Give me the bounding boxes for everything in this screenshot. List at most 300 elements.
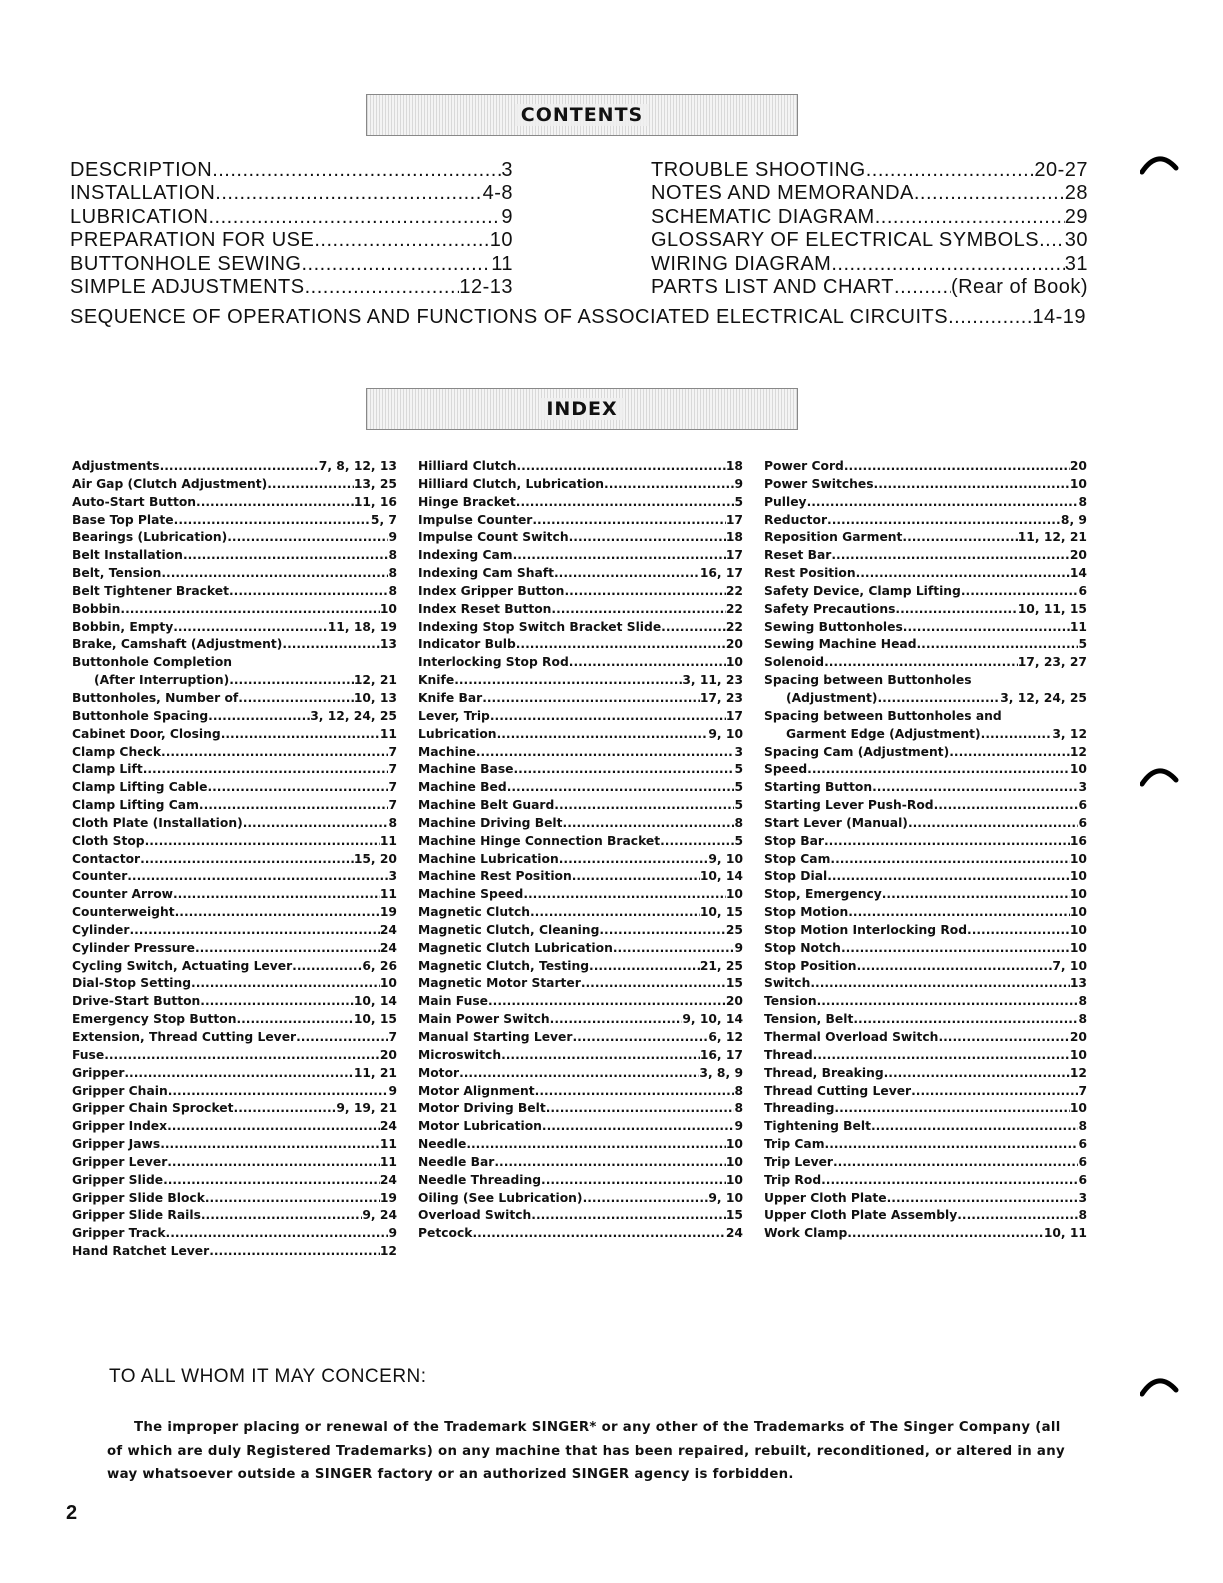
- index-entry: [72, 851, 397, 869]
- index-entry-label: Stop Position: [764, 958, 857, 973]
- dot-leader: [572, 1029, 708, 1047]
- dot-leader: [917, 636, 1079, 654]
- index-entry-label: Machine Hinge Connection Bracket: [418, 833, 661, 848]
- contents-entry-page: 10: [489, 229, 513, 252]
- index-entry-page: 20: [725, 637, 743, 652]
- index-entry-label: Counterweight: [72, 905, 175, 920]
- index-entry: [764, 833, 1087, 851]
- index-entry: [764, 1207, 1087, 1225]
- contents-entry-label: GLOSSARY OF ELECTRICAL SYMBOLS: [651, 229, 1040, 252]
- dot-leader: [908, 815, 1079, 833]
- index-entry-page: 20: [1069, 548, 1087, 563]
- notice-body: [107, 1416, 1067, 1487]
- index-entry: [418, 779, 743, 797]
- index-column-2: [418, 458, 743, 1243]
- index-entry: [764, 904, 1087, 922]
- dot-leader: [104, 1047, 380, 1065]
- index-entry: [418, 1190, 743, 1208]
- dot-leader: [550, 1011, 683, 1029]
- dot-leader: [196, 494, 354, 512]
- index-entry-label: Cycling Switch, Actuating Lever: [72, 958, 293, 973]
- dot-leader: [516, 494, 735, 512]
- index-entry: [418, 958, 743, 976]
- dot-leader: [589, 958, 700, 976]
- dot-leader: [513, 547, 726, 565]
- dot-leader: [145, 833, 380, 851]
- contents-entry-label: PARTS LIST AND CHART: [651, 275, 895, 298]
- index-entry-page: 6, 12: [708, 1030, 743, 1044]
- index-entry-page: 8: [388, 583, 397, 598]
- dot-leader: [563, 815, 735, 833]
- index-entry-page: 8: [734, 1101, 743, 1116]
- dot-leader: [569, 529, 726, 547]
- index-entry: [418, 1047, 743, 1065]
- dot-leader: [173, 886, 380, 904]
- index-entry-page: 11, 18, 19: [327, 619, 397, 634]
- index-entry: [418, 922, 743, 940]
- contents-entry-label: TROUBLE SHOOTING: [651, 159, 866, 181]
- index-entry-label: Gripper Chain: [72, 1083, 168, 1098]
- index-entry-label: Starting Lever Push-Rod: [764, 798, 934, 813]
- dot-leader: [243, 815, 389, 833]
- index-entry: [418, 886, 743, 904]
- dot-leader: [817, 993, 1079, 1011]
- index-entry-label: Gripper: [72, 1065, 125, 1080]
- index-entry: [764, 886, 1087, 904]
- index-entry-page: 9, 10: [708, 851, 743, 866]
- index-column-3: [764, 458, 1087, 1243]
- dot-leader: [208, 206, 501, 229]
- index-entry-page: 9, 19, 21: [336, 1101, 397, 1116]
- dot-leader: [166, 1225, 389, 1243]
- index-entry-page: 7: [388, 780, 397, 795]
- index-entry-label: Motor Alignment: [418, 1083, 535, 1098]
- index-entry-label: Stop Dial: [764, 869, 828, 884]
- index-entry: [72, 815, 397, 833]
- index-entry: [72, 565, 397, 583]
- dot-leader: [604, 476, 734, 494]
- index-entry-page: 8: [1078, 1119, 1087, 1134]
- contents-banner: [366, 94, 798, 136]
- index-entry-label: Gripper Slide: [72, 1172, 164, 1187]
- index-entry-label: Tension: [764, 994, 817, 1009]
- index-entry: [418, 1100, 743, 1118]
- index-entry-page: 3, 12, 24, 25: [1000, 690, 1087, 705]
- index-entry-label: Thread, Breaking: [764, 1065, 884, 1080]
- dot-leader: [476, 744, 735, 762]
- index-entry-label: Clamp Lift: [72, 762, 143, 777]
- index-entry-label: Counter Arrow: [72, 887, 173, 902]
- dot-leader: [613, 940, 735, 958]
- index-entry-page: 6: [1078, 1137, 1087, 1152]
- index-entry-label: Gripper Lever: [72, 1154, 168, 1169]
- dot-leader: [167, 1118, 380, 1136]
- dot-leader: [472, 1225, 725, 1243]
- index-entry-page: 10: [1069, 905, 1087, 920]
- index-entry: [418, 1207, 743, 1225]
- index-entry-label: Rest Position: [764, 566, 856, 581]
- index-entry-page: 12: [1069, 1065, 1087, 1080]
- index-entry: [764, 1225, 1087, 1243]
- index-entry-page: 24: [379, 1119, 397, 1134]
- index-entry: [418, 1136, 743, 1154]
- index-entry-page: 8: [1078, 994, 1087, 1009]
- dot-leader: [871, 1118, 1078, 1136]
- index-entry-page: 8: [734, 815, 743, 830]
- index-entry: [764, 565, 1087, 583]
- index-entry: [418, 654, 743, 672]
- dot-leader: [967, 922, 1070, 940]
- dot-leader: [831, 547, 1070, 565]
- dot-leader: [305, 276, 460, 299]
- contents-entry: [70, 276, 513, 299]
- dot-leader: [878, 690, 1001, 708]
- index-entry: [764, 1190, 1087, 1208]
- dot-leader: [209, 1243, 380, 1261]
- index-entry: [418, 583, 743, 601]
- index-entry: [764, 868, 1087, 886]
- index-entry-label: Emergency Stop Button: [72, 1012, 237, 1027]
- index-entry-page: 9: [388, 1083, 397, 1098]
- index-entry: [72, 958, 397, 976]
- dot-leader: [238, 690, 354, 708]
- index-entry-page: 20: [1069, 1030, 1087, 1044]
- contents-entry: [70, 182, 513, 205]
- index-entry-page: 8: [1078, 494, 1087, 509]
- index-entry: [72, 672, 397, 690]
- dot-leader: [599, 922, 726, 940]
- index-entry-label: Clamp Lifting Cam: [72, 798, 199, 813]
- index-entry: [418, 851, 743, 869]
- dot-leader: [841, 940, 1070, 958]
- index-entry-page: 17: [725, 708, 743, 723]
- index-entry-label: Power Switches: [764, 476, 874, 491]
- index-entry-page: 15, 20: [353, 851, 397, 866]
- index-entry-page: 10: [1069, 1101, 1087, 1116]
- index-entry-label: Power Cord: [764, 459, 844, 473]
- index-entry-page: 9: [388, 530, 397, 545]
- dot-leader: [827, 512, 1061, 530]
- dot-leader: [857, 958, 1053, 976]
- dot-leader: [559, 851, 709, 869]
- index-entry-page: 24: [379, 922, 397, 937]
- index-entry: [418, 904, 743, 922]
- index-entry-label: Pulley: [764, 494, 807, 509]
- index-entry: [764, 601, 1087, 619]
- index-entry-label: Lubrication: [418, 726, 497, 741]
- index-entry-page: 10: [379, 601, 397, 616]
- index-entry-page: 10: [1069, 887, 1087, 902]
- index-entry-label: Gripper Slide Rails: [72, 1208, 201, 1223]
- index-entry: [764, 975, 1087, 993]
- index-entry: [764, 583, 1087, 601]
- index-entry-page: 12: [379, 1244, 397, 1259]
- index-entry-page: 9, 10, 14: [682, 1012, 743, 1027]
- index-entry-page: 7, 10: [1052, 958, 1087, 973]
- index-entry-page: 11: [379, 1154, 397, 1169]
- index-entry-page: 8: [388, 815, 397, 830]
- index-entry: [764, 619, 1087, 637]
- index-entry: [418, 458, 743, 476]
- dot-leader: [127, 868, 388, 886]
- index-entry-label: Brake, Camshaft (Adjustment): [72, 637, 283, 652]
- dot-leader: [887, 1190, 1079, 1208]
- dot-leader: [961, 583, 1079, 601]
- index-entry-label: Machine Lubrication: [418, 851, 559, 866]
- index-entry: [72, 708, 397, 726]
- index-entry: [72, 529, 397, 547]
- index-entry-label: Stop Notch: [764, 940, 841, 955]
- index-entry: [72, 1136, 397, 1154]
- index-entry-page: 24: [379, 1172, 397, 1187]
- index-entry: [418, 494, 743, 512]
- index-entry: [72, 1100, 397, 1118]
- index-entry: [72, 494, 397, 512]
- contents-list-full-width: [70, 306, 1086, 329]
- index-entry-page: 24: [379, 940, 397, 955]
- index-entry: [72, 1011, 397, 1029]
- index-entry-page: 9: [388, 1226, 397, 1241]
- contents-entry-page: (Rear of Book): [950, 275, 1088, 298]
- index-entry: [418, 1225, 743, 1243]
- contents-entry-page: 31: [1064, 252, 1088, 275]
- index-entry-label: Fuse: [72, 1047, 105, 1062]
- dot-leader: [583, 1190, 709, 1208]
- index-entry: [764, 636, 1087, 654]
- index-entry: [72, 744, 397, 762]
- index-entry-label: Machine Bed: [418, 780, 507, 795]
- dot-leader: [466, 1136, 726, 1154]
- index-entry-page: 6: [1078, 798, 1087, 813]
- index-entry-label: Cylinder Pressure: [72, 940, 195, 955]
- dot-leader: [173, 619, 327, 637]
- index-entry-label: Gripper Jaws: [72, 1137, 161, 1152]
- index-entry-page: 11, 12, 21: [1017, 530, 1087, 545]
- index-entry-label: Switch: [764, 976, 811, 991]
- index-entry-page: 20: [725, 994, 743, 1009]
- index-banner: [366, 388, 798, 430]
- dot-leader: [292, 958, 362, 976]
- contents-entry: [651, 276, 1088, 299]
- index-entry-label: Hilliard Clutch, Lubrication: [418, 476, 605, 491]
- dot-leader: [516, 636, 726, 654]
- index-entry-page: 9, 10: [708, 1190, 743, 1205]
- index-entry: [418, 726, 743, 744]
- dot-leader: [847, 1225, 1044, 1243]
- index-entry: [72, 690, 397, 708]
- index-entry-page: 8: [388, 566, 397, 581]
- index-entry-page: 22: [725, 601, 743, 616]
- index-entry: [418, 1083, 743, 1101]
- index-entry-page: 8: [1078, 1012, 1087, 1027]
- dot-leader: [160, 1136, 380, 1154]
- index-entry-label: Extension, Thread Cutting Lever: [72, 1030, 297, 1044]
- index-entry-page: 3: [734, 744, 743, 759]
- dot-leader: [1039, 229, 1065, 252]
- index-entry-label: Spacing between Buttonholes: [764, 673, 972, 688]
- index-entry-page: 21, 25: [699, 958, 743, 973]
- index-entry: [418, 797, 743, 815]
- index-entry-label: Spacing Cam (Adjustment): [764, 744, 950, 759]
- index-entry-page: 11, 21: [353, 1065, 397, 1080]
- index-entry-label: Manual Starting Lever: [418, 1030, 573, 1044]
- index-heading: INDEX: [540, 398, 623, 420]
- dot-leader: [215, 182, 482, 205]
- dot-leader: [894, 276, 951, 299]
- dot-leader: [120, 601, 379, 619]
- index-entry-label: Trip Rod: [764, 1172, 822, 1187]
- contents-entry: [651, 206, 1088, 229]
- index-entry: [418, 993, 743, 1011]
- index-entry-page: 13: [379, 637, 397, 652]
- index-entry-page: 5, 7: [370, 512, 397, 527]
- dot-leader: [229, 583, 388, 601]
- index-entry-page: 10: [1069, 940, 1087, 955]
- index-entry: [72, 1047, 397, 1065]
- index-entry-label: Index Reset Button: [418, 601, 552, 616]
- index-entry-label: Magnetic Clutch: [418, 905, 531, 920]
- contents-entry-page: 29: [1064, 205, 1088, 228]
- dot-leader: [807, 761, 1070, 779]
- index-entry-label: Hand Ratchet Lever: [72, 1244, 210, 1259]
- dot-leader: [554, 565, 700, 583]
- dot-leader: [884, 1065, 1070, 1083]
- index-entry-label: Belt Installation: [72, 548, 183, 563]
- index-entry-label: Starting Button: [764, 780, 873, 795]
- dot-leader: [454, 672, 682, 690]
- index-entry-label: Upper Cloth Plate Assembly: [764, 1208, 958, 1223]
- index-entry: [764, 1118, 1087, 1136]
- contents-heading: CONTENTS: [515, 104, 649, 126]
- index-entry-page: 20: [1069, 459, 1087, 473]
- index-entry: [72, 601, 397, 619]
- index-entry-label: Spacing between Buttonholes and: [764, 708, 1002, 723]
- index-entry: [764, 654, 1087, 672]
- dot-leader: [490, 708, 726, 726]
- index-entry-page: 6, 26: [362, 958, 397, 973]
- index-entry-label: Machine Belt Guard: [418, 798, 555, 813]
- dot-leader: [948, 306, 1032, 329]
- index-entry: [418, 1154, 743, 1172]
- dot-leader: [827, 868, 1070, 886]
- index-entry-page: 11: [379, 887, 397, 902]
- index-entry-page: 7: [388, 798, 397, 813]
- index-entry-page: 9: [734, 940, 743, 955]
- index-entry-label: Machine Base: [418, 762, 514, 777]
- index-entry-label: Thermal Overload Switch: [764, 1030, 939, 1044]
- index-entry: [418, 547, 743, 565]
- index-entry: [72, 940, 397, 958]
- dot-leader: [535, 1083, 735, 1101]
- dot-leader: [902, 529, 1017, 547]
- index-entry-label: Machine Speed: [418, 887, 524, 902]
- index-entry-page: 9: [734, 1119, 743, 1134]
- contents-entry-label: INSTALLATION: [70, 182, 216, 205]
- index-entry-page: 11: [379, 1137, 397, 1152]
- index-entry-page: 16, 17: [699, 566, 743, 581]
- contents-entry-label: SCHEMATIC DIAGRAM: [651, 205, 875, 228]
- index-entry: [764, 1172, 1087, 1190]
- index-entry-page: 7, 8, 12, 13: [318, 459, 397, 473]
- index-entry-page: 16, 17: [699, 1047, 743, 1062]
- dot-leader: [661, 619, 726, 637]
- index-entry: [764, 958, 1087, 976]
- index-entry: [418, 512, 743, 530]
- dot-leader: [161, 744, 388, 762]
- index-entry-page: 10, 14: [353, 994, 397, 1009]
- index-entry-label: Stop Motion Interlocking Rod: [764, 922, 968, 937]
- index-entry: [764, 744, 1087, 762]
- index-entry-page: 10: [1069, 1047, 1087, 1062]
- index-entry-page: 8: [388, 548, 397, 563]
- contents-list-right: [651, 159, 1088, 299]
- index-entry-label: Cabinet Door, Closing: [72, 726, 221, 741]
- index-entry: [764, 922, 1087, 940]
- dot-leader: [129, 922, 379, 940]
- index-entry-label: Overload Switch: [418, 1208, 532, 1223]
- index-entry-label: Speed: [764, 762, 808, 777]
- index-entry: [764, 672, 1087, 690]
- index-entry-label: Gripper Index: [72, 1119, 168, 1134]
- index-entry-page: 3, 12: [1052, 726, 1087, 741]
- index-entry-label: Magnetic Clutch Lubrication: [418, 940, 613, 955]
- index-entry-page: 3: [1078, 780, 1087, 795]
- index-entry-page: 18: [725, 530, 743, 545]
- dot-leader: [497, 726, 709, 744]
- dot-leader: [174, 512, 371, 530]
- index-entry-label: Index Gripper Button: [418, 583, 565, 598]
- index-entry-page: 6: [1078, 583, 1087, 598]
- index-entry-page: 7: [388, 1030, 397, 1044]
- index-entry: [764, 547, 1087, 565]
- index-entry: [72, 833, 397, 851]
- index-entry-page: 10: [725, 1172, 743, 1187]
- dot-leader: [569, 654, 726, 672]
- index-entry-label: Reposition Garment: [764, 530, 903, 545]
- index-entry: [72, 904, 397, 922]
- dot-leader: [934, 797, 1079, 815]
- index-entry: [418, 868, 743, 886]
- dot-leader: [191, 975, 380, 993]
- index-entry-page: 5: [734, 780, 743, 795]
- index-entry-page: 5: [734, 833, 743, 848]
- index-entry-label: Magnetic Clutch, Testing: [418, 958, 590, 973]
- dot-leader: [856, 565, 1070, 583]
- dot-leader: [200, 993, 354, 1011]
- index-entry: [418, 833, 743, 851]
- index-entry-page: 9, 24: [362, 1208, 397, 1223]
- dot-leader: [501, 1047, 700, 1065]
- index-entry: [764, 494, 1087, 512]
- index-entry-page: 14: [1069, 566, 1087, 581]
- index-entry-page: 10: [1069, 869, 1087, 884]
- index-entry: [764, 940, 1087, 958]
- notice-heading: TO ALL WHOM IT MAY CONCERN:: [109, 1366, 427, 1387]
- index-entry-page: 15: [725, 976, 743, 991]
- index-entry-label: Stop, Emergency: [764, 887, 882, 902]
- dot-leader: [207, 779, 388, 797]
- index-entry-page: 17, 23: [699, 690, 743, 705]
- index-entry-label: Cylinder: [72, 922, 130, 937]
- index-entry-label: Knife Bar: [418, 690, 483, 705]
- index-entry-label: Sewing Machine Head: [764, 637, 917, 652]
- index-entry: [764, 1065, 1087, 1083]
- contents-entry-page: 20-27: [1034, 159, 1088, 181]
- index-entry-label: Machine Rest Position: [418, 869, 572, 884]
- index-entry-label: Lever, Trip: [418, 708, 490, 723]
- index-entry-label: Sewing Buttonholes: [764, 619, 903, 634]
- index-entry-label: Counter: [72, 869, 128, 884]
